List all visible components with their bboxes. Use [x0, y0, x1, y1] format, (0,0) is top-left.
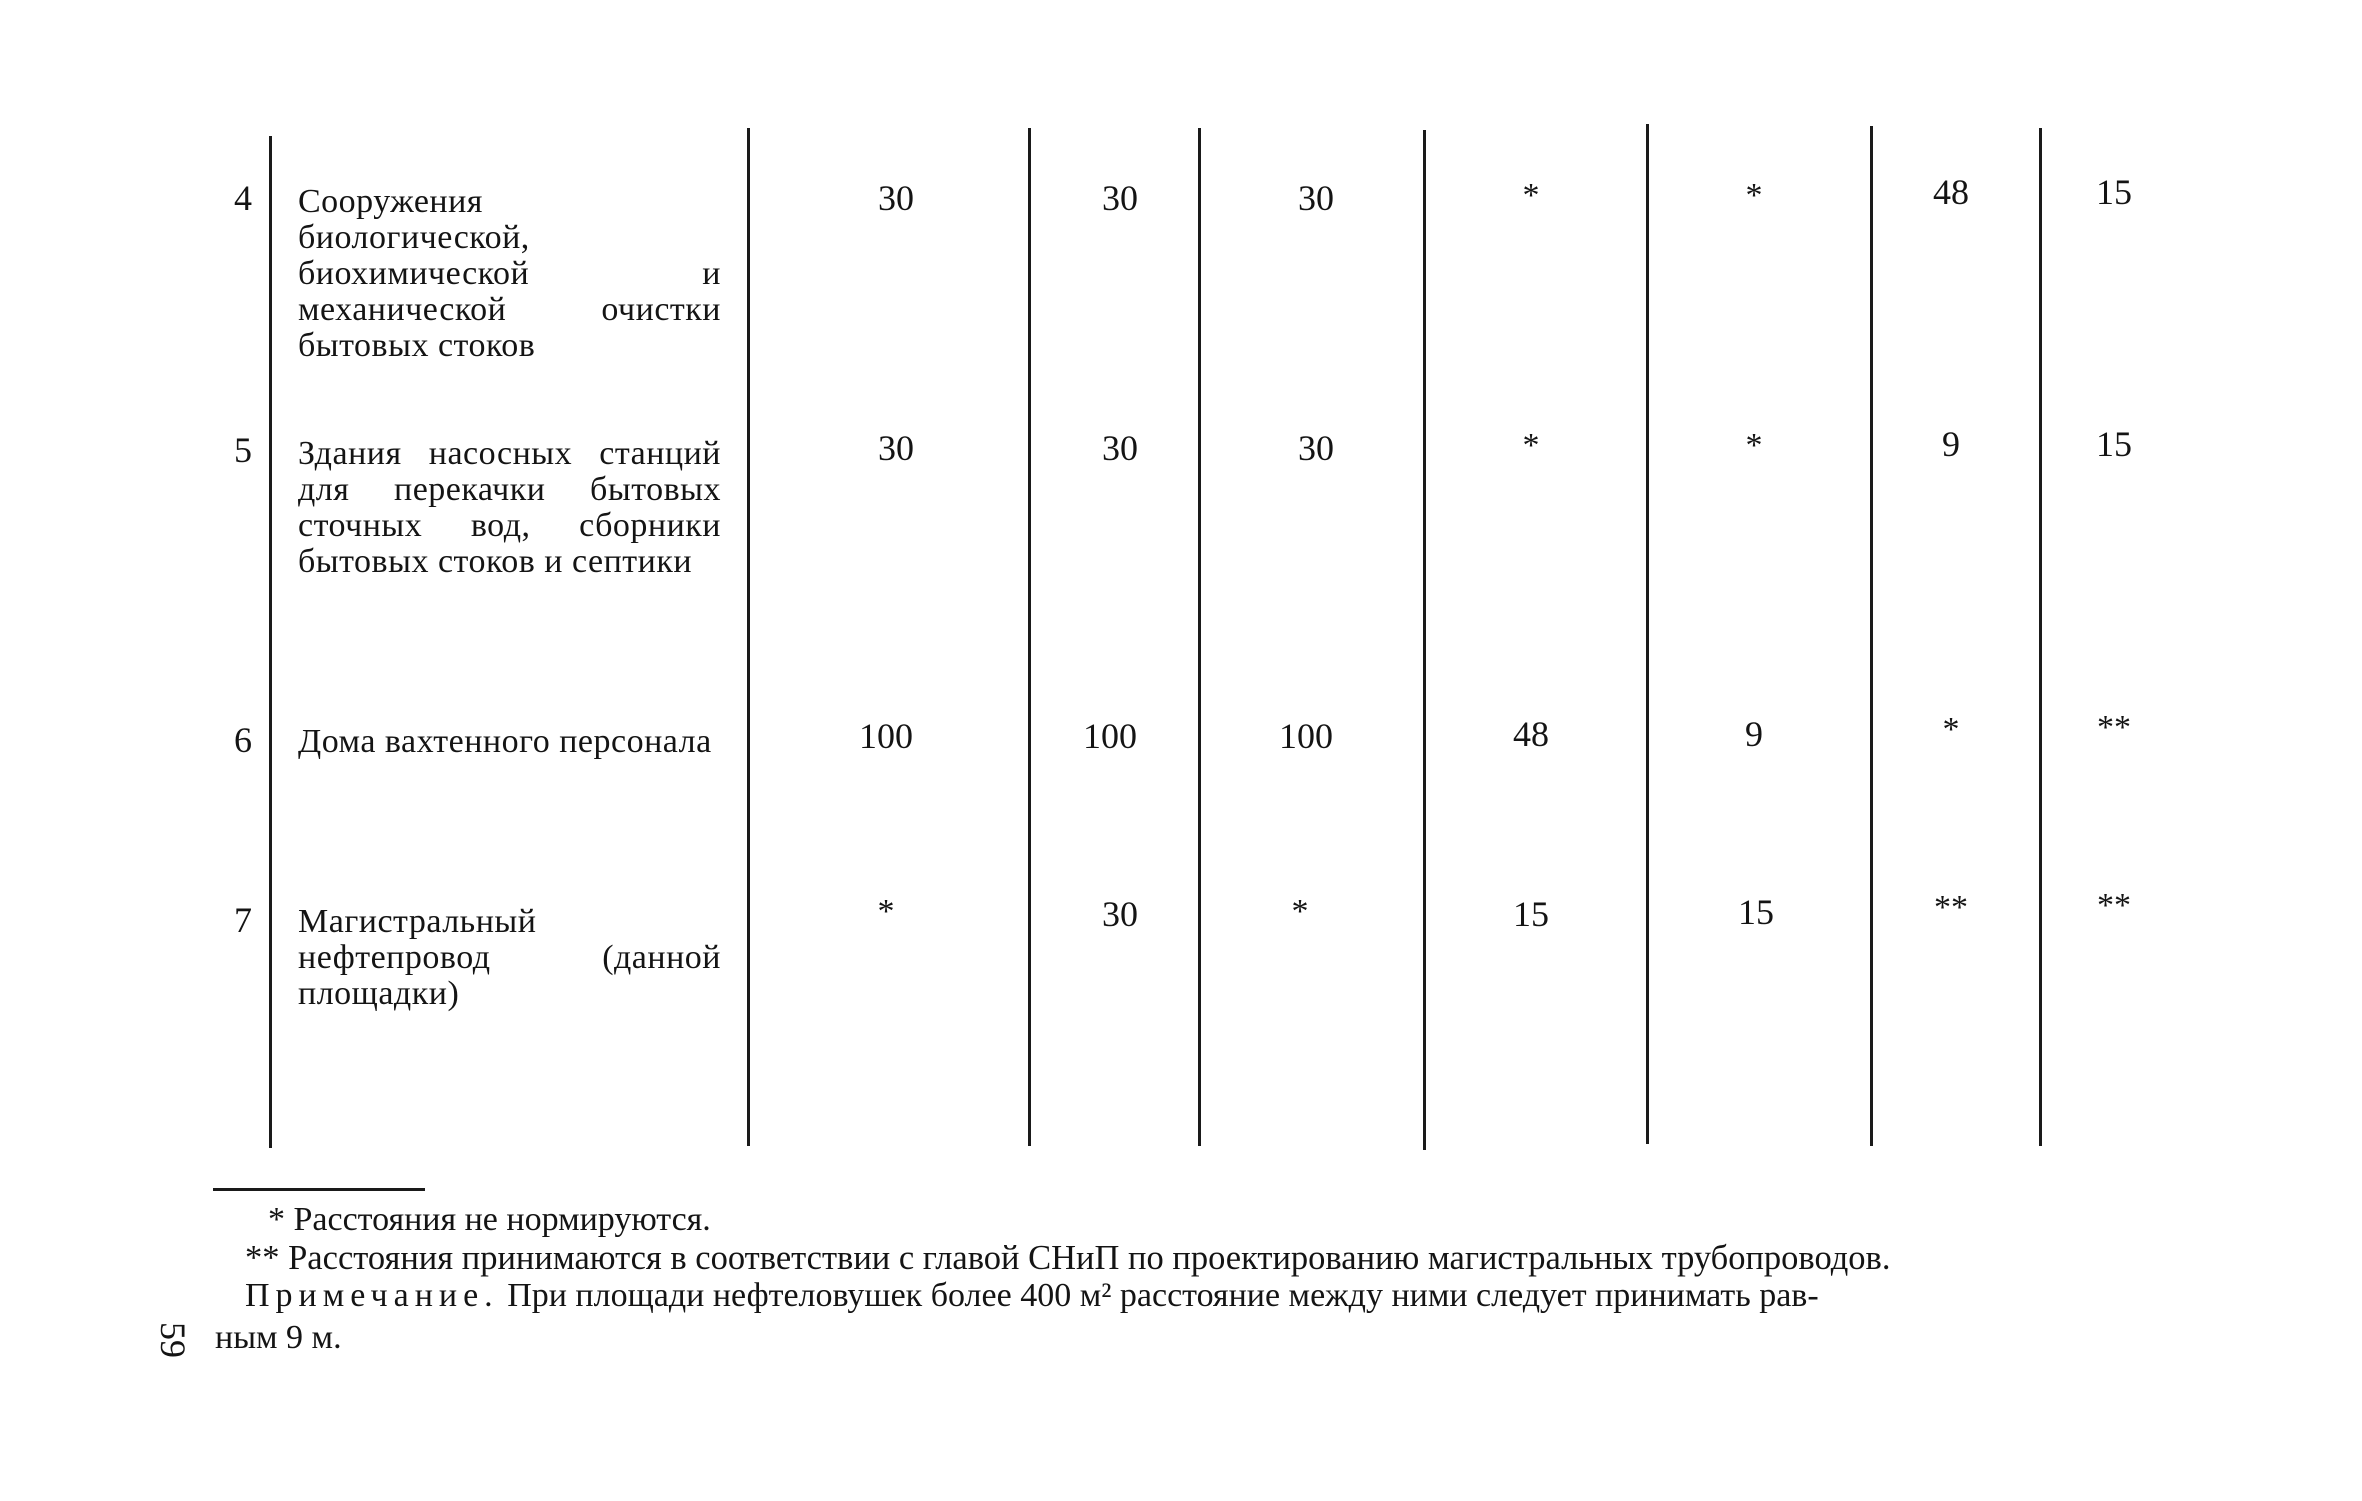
table-rule [1870, 126, 1873, 1146]
row-number: 5 [234, 430, 252, 470]
table-cell: 100 [859, 716, 913, 756]
footnote-double-star: ** Расстояния принимаются в соответствии с главой СНиП по проектированию магистральных трубопроводов. [245, 1239, 1891, 1277]
table-rule [1198, 128, 1201, 1146]
row-number: 7 [234, 900, 252, 940]
table-cell: 48 [1513, 714, 1549, 754]
table-cell: ** [2097, 887, 2131, 924]
table-cell: * [877, 893, 895, 930]
table-cell: 30 [1102, 178, 1138, 218]
footnote-single-star: * Расстояния не нормируются. [268, 1201, 711, 1238]
table-cell: ** [1934, 889, 1968, 926]
table-cell: * [1522, 177, 1540, 214]
table-cell: 48 [1933, 172, 1969, 212]
table-rule [269, 136, 272, 1148]
table-rule [747, 128, 750, 1146]
table-cell: 30 [1102, 428, 1138, 468]
table-cell: * [1745, 427, 1763, 464]
row-number: 6 [234, 720, 252, 760]
page-number: 59 [153, 1322, 193, 1358]
table-cell: * [1745, 177, 1763, 214]
note-paragraph [245, 1276, 2192, 1316]
table-rule [1646, 124, 1649, 1144]
table-cell: 100 [1279, 716, 1333, 756]
row-description: Сооружения биологической, биохимической и механической очистки бытовых стоков [298, 183, 721, 364]
footnote-separator [213, 1188, 425, 1191]
note-text: При площади нефтеловушек более 400 м² расстояние между ними следует принимать рав- [507, 1277, 1819, 1314]
table-cell: * [1522, 427, 1540, 464]
row-description: Дома вахтенного персонала [298, 723, 712, 760]
table-cell: 15 [2096, 424, 2132, 464]
table-rule [1423, 130, 1426, 1150]
table-cell: 9 [1942, 424, 1960, 464]
table-cell: ** [2097, 709, 2131, 746]
table-cell: 30 [1298, 178, 1334, 218]
table-cell: 15 [2096, 172, 2132, 212]
table-cell: 100 [1083, 716, 1137, 756]
row-description: Здания насосных станций для перекачки бытовых сточных вод, сборники бытовых стоков и септики [298, 435, 721, 580]
table-cell: 15 [1738, 892, 1774, 932]
table-cell: 30 [878, 178, 914, 218]
note-continuation: ным 9 м. [215, 1319, 342, 1356]
table-rule [1028, 128, 1031, 1146]
table-cell: 30 [878, 428, 914, 468]
table-cell: 9 [1745, 714, 1763, 754]
table-rule [2039, 128, 2042, 1146]
table-cell: * [1291, 893, 1309, 930]
row-number: 4 [234, 178, 252, 218]
note-label: Примечание. [245, 1277, 499, 1314]
table-cell: 30 [1102, 894, 1138, 934]
table-cell: * [1942, 711, 1960, 748]
table-cell: 15 [1513, 894, 1549, 934]
table-cell: 30 [1298, 428, 1334, 468]
row-description: Магистральный нефтепровод (данной площадки) [298, 903, 721, 1012]
